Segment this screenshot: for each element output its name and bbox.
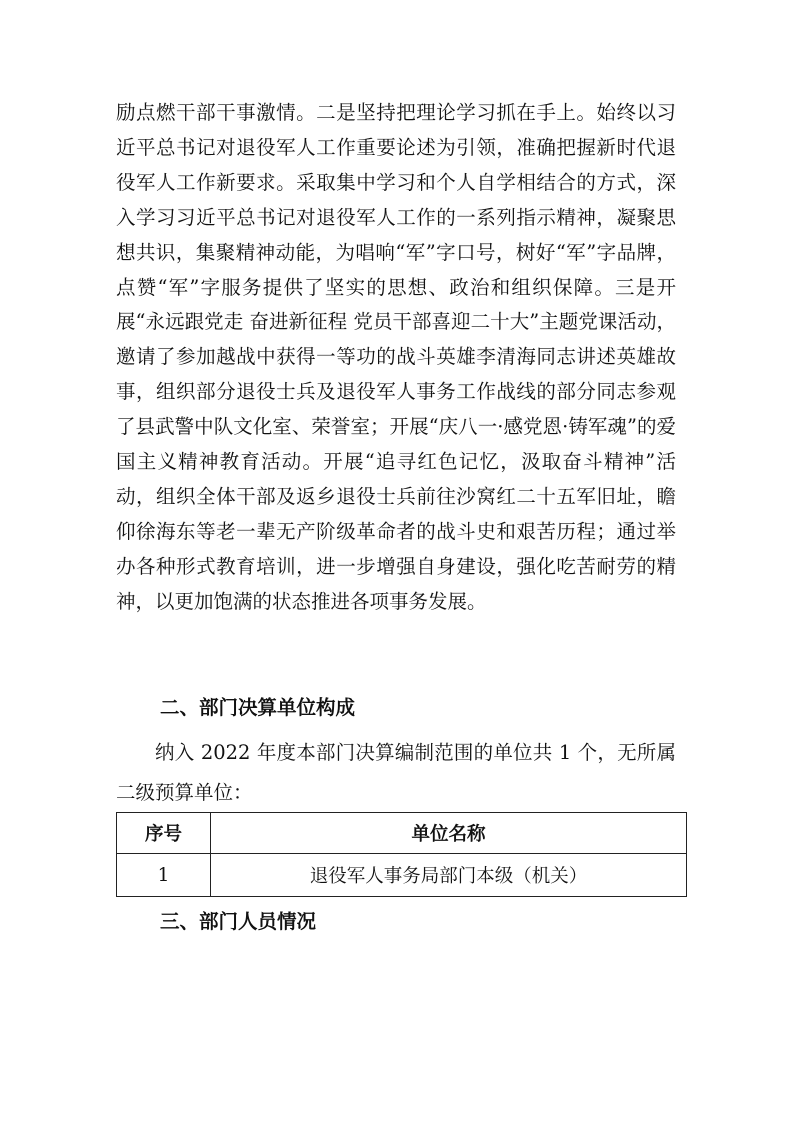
section-heading-unit-composition: 二、部门决算单位构成 xyxy=(160,696,356,719)
body-paragraph: 励点燃干部干事激情。二是坚持把理论学习抓在手上。始终以习近平总书记对退役军人工作重要论述为引领，准确把握新时代退役军人工作新要求。采取集中学习和个人自学相结合的方式，深入学习习近平总书记对退役军人工作的一系列指示精神，凝聚思想共识，集聚精神动能，为唱响“军”字口号，树好“军”字品牌，点赞“军”字服务提供了坚实的思想、政治和组织保障。三是开展“永远跟党走 奋进新征程 党员干部喜迎二十大”主题党课活动，邀请了参加越战中获得一等功的战斗英雄李清海同志讲述英雄故事，组织部分退役士兵及退役军人事务工作战线的部分同志参观了县武警中队文化室、荣誉室；开展“庆八一·感党恩·铸军魂”的爱国主义精神教育活动。开展“追寻红色记忆，汲取奋斗精神”活动，组织全体干部及返乡退役士兵前往沙窝红二十五军旧址，瞻仰徐海东等老一辈无产阶级革命者的战斗史和艰苦历程；通过举办各种形式教育培训，进一步增强自身建设，强化吃苦耐劳的精神，以更加饱满的状态推进各项事务发展。 xyxy=(116,101,676,613)
cell-unit-name: 退役军人事务局部门本级（机关） xyxy=(211,854,687,897)
header-index: 序号 xyxy=(117,813,211,854)
unit-composition-intro: 纳入 2022 年度本部门决算编制范围的单位共 1 个，无所属二级预算单位： xyxy=(116,741,676,804)
table-header-row xyxy=(117,813,687,854)
cell-index: 1 xyxy=(117,854,211,897)
header-unit-name: 单位名称 xyxy=(211,813,687,854)
table-row xyxy=(117,854,687,897)
unit-table xyxy=(116,812,687,897)
section-heading-staff: 三、部门人员情况 xyxy=(160,910,317,933)
